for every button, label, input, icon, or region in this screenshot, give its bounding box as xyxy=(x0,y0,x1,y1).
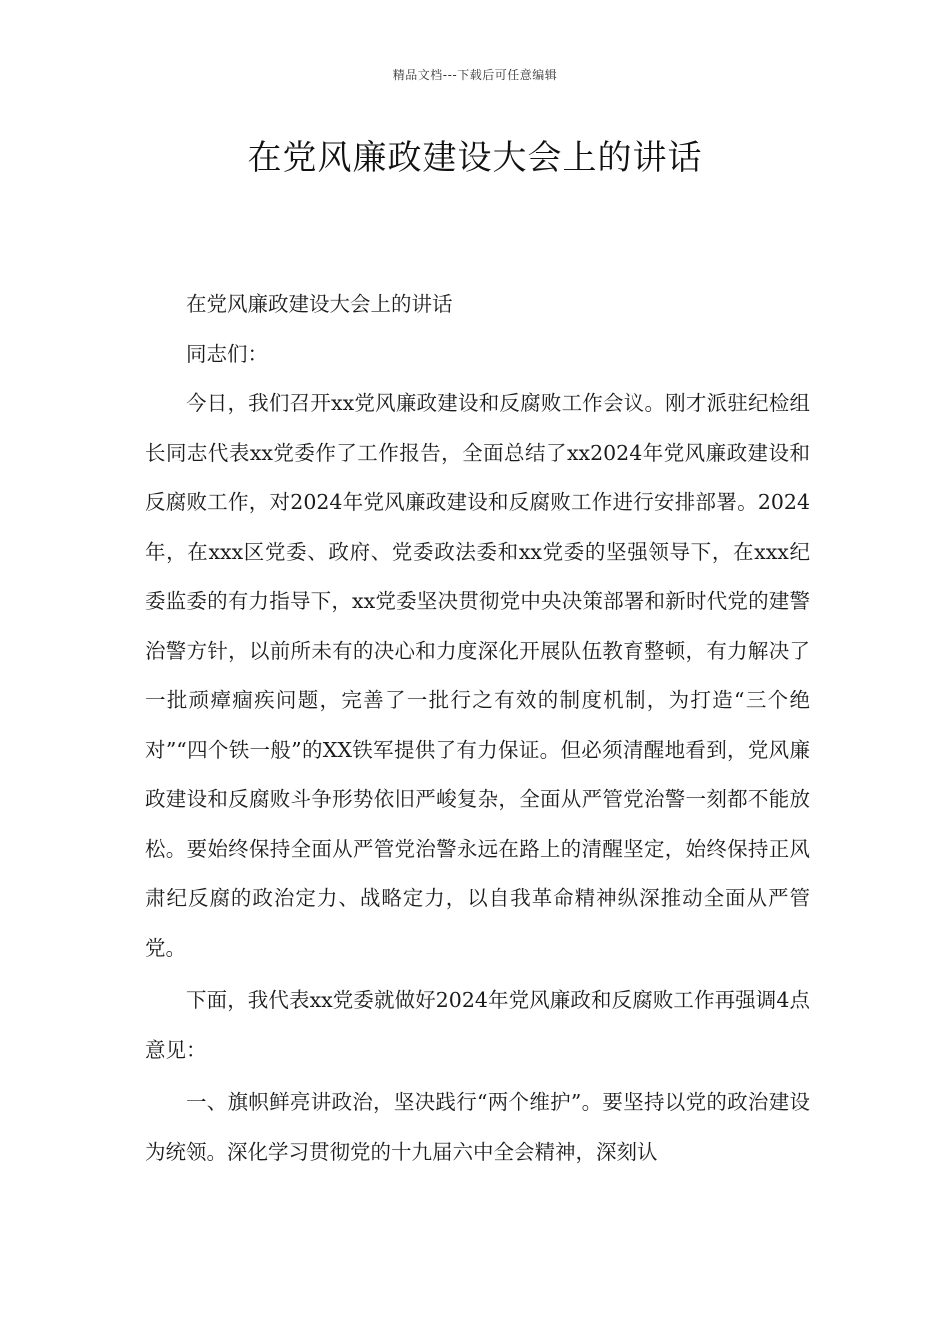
page-header-note: 精品文档---下载后可任意编辑 xyxy=(392,68,558,82)
paragraph-salutation: 同志们： xyxy=(186,341,268,366)
paragraph-opening: 今日，我们召开xx党风廉政建设和反腐败工作会议。刚才派驻纪检组长同志代表xx党委作了工作报告，全面总结了xx2024年党风廉政建设和反腐败工作，对2024年党风廉政建设和反腐败工作进行安排部署。2024年，在xxx区党委、政府、党委政法委和xx党委的坚强领导下，在xxx纪委监委的有力指导下，xx党委坚决贯彻党中央决策部署和新时代党的建警治警方针，以前所未有的决心和力度深化开展队伍教育整顿，有力解决了一批顽瘴痼疾问题，完善了一批行之有效的制度机制，为打造“三个绝对”“四个铁一般”的XX铁军提供了有力保证。但必须清醒地看到，党风廉政建设和反腐败斗争形势依旧严峻复杂，全面从严管党治警一刻都不能放松。要始终保持全面从严管党治警永远在路上的清醒坚定，始终保持正风肃纪反腐的政治定力、战略定力，以自我革命精神纵深推动全面从严管党。 xyxy=(145,391,810,960)
document-body xyxy=(145,280,810,1177)
paragraph-point-one: 一、旗帜鲜亮讲政治，坚决践行“两个维护”。要坚持以党的政治建设为统领。深化学习贯彻党的十九届六中全会精神，深刻认 xyxy=(145,1090,810,1164)
paragraph-transition: 下面，我代表xx党委就做好2024年党风廉政和反腐败工作再强调4点意见： xyxy=(145,988,810,1062)
paragraph-subtitle: 在党风廉政建设大会上的讲话 xyxy=(186,292,453,316)
document-title: 在党风廉政建设大会上的讲话 xyxy=(247,138,703,178)
